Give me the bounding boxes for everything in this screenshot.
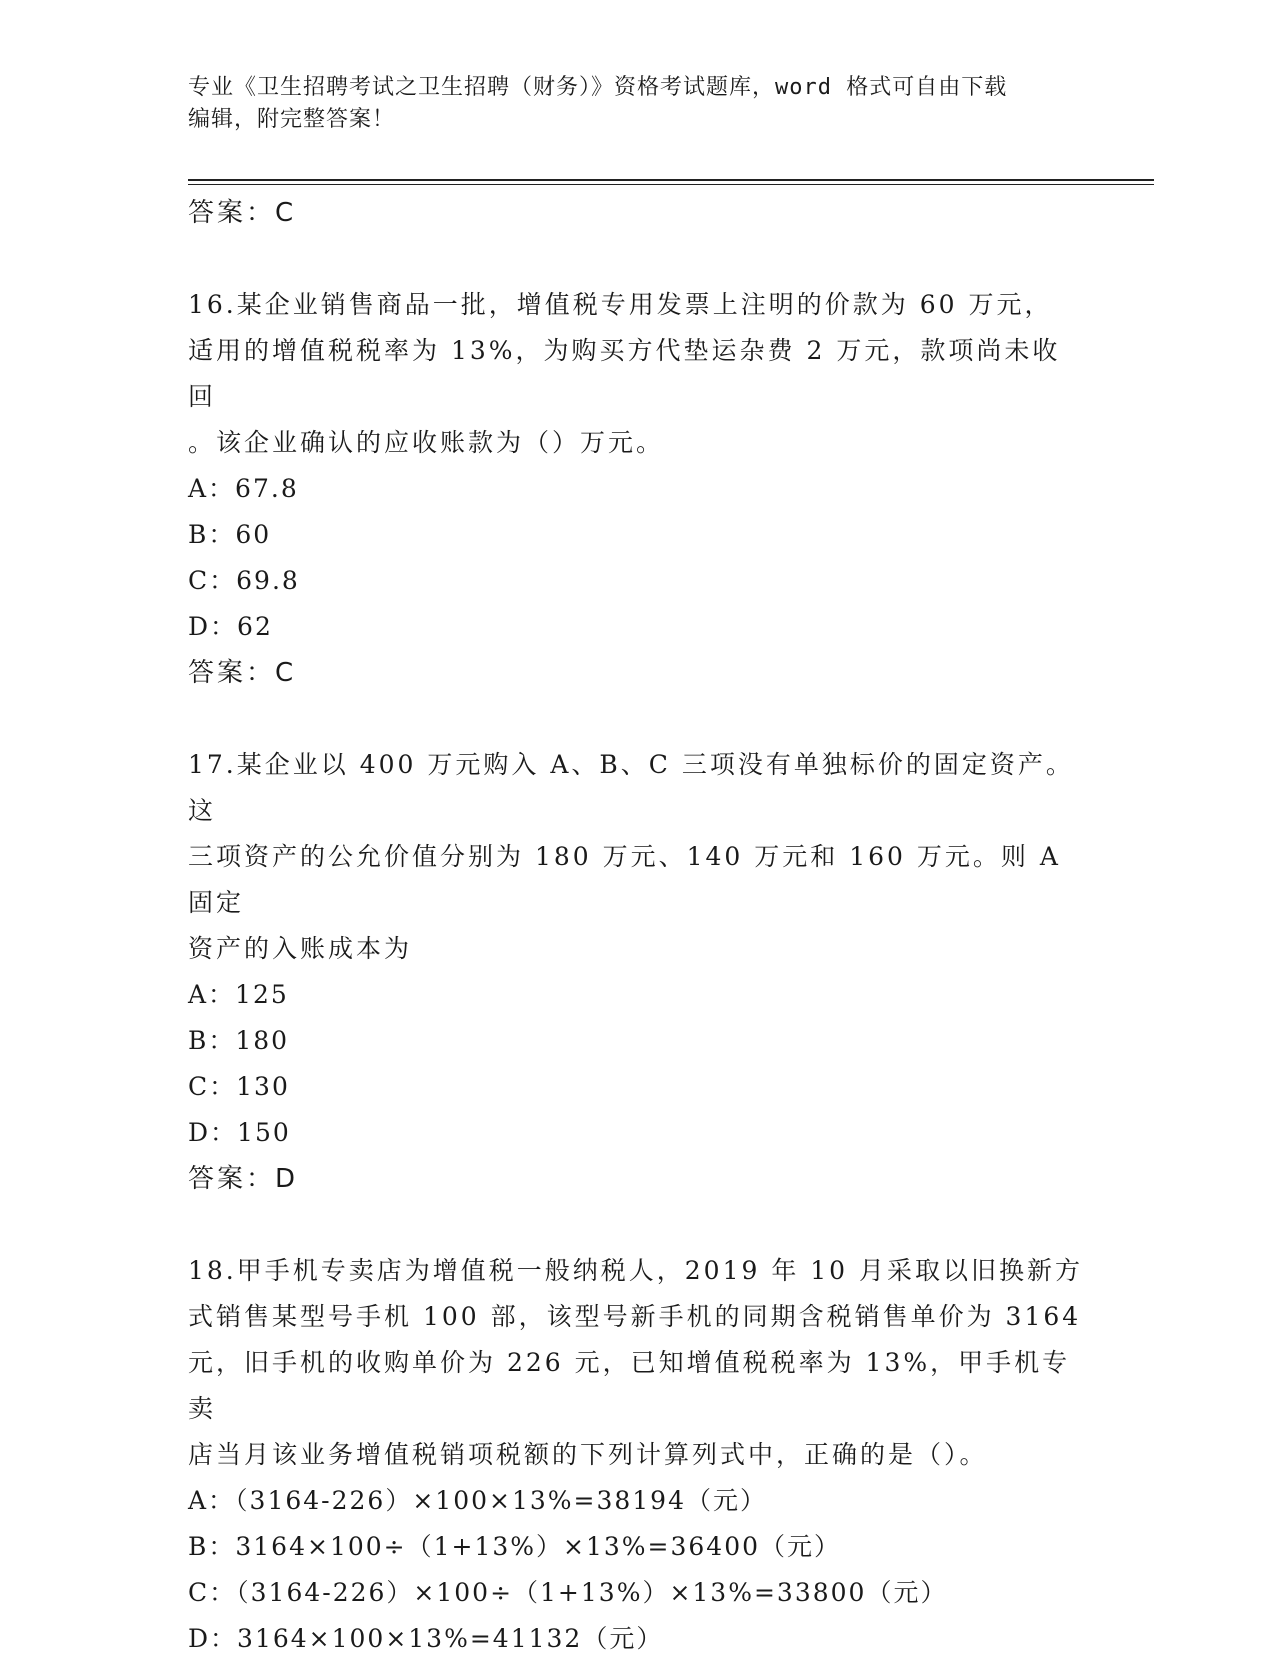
option-b: B：180 [188, 1026, 290, 1055]
header-divider [188, 179, 1154, 185]
question-18 [188, 1248, 1088, 1662]
answer-17: 答案：D [188, 1164, 299, 1194]
option-b: B：60 [188, 520, 272, 549]
answer-16: 答案：C [188, 658, 297, 688]
option-c: C：130 [188, 1072, 290, 1101]
question-text-line: 元，旧手机的收购单价为 226 元，已知增值税税率为 13%，甲手机专卖 [188, 1348, 1071, 1423]
question-text-line: 三项资产的公允价值分别为 180 万元、140 万元和 160 万元。则 A 固定 [188, 842, 1061, 917]
question-text-line: 。该企业确认的应收账款为（）万元。 [188, 428, 665, 457]
question-17 [188, 742, 1088, 1202]
option-a: A：125 [188, 980, 289, 1009]
page-header [188, 72, 1068, 136]
option-a: A：67.8 [188, 474, 299, 503]
header-line-2: 编辑，附完整答案！ [188, 107, 396, 132]
option-c: C：（3164-226）×100÷（1+13%）×13%=33800（元） [188, 1578, 948, 1607]
question-text-line: 店当月该业务增值税销项税额的下列计算列式中，正确的是（）。 [188, 1440, 988, 1469]
option-a: A：（3164-226）×100×13%=38194（元） [188, 1486, 767, 1515]
question-text-line: 16.某企业销售商品一批，增值税专用发票上注明的价款为 60 万元， [188, 290, 1053, 319]
option-d: D：62 [188, 612, 273, 641]
option-c: C：69.8 [188, 566, 300, 595]
question-text-line: 式销售某型号手机 100 部，该型号新手机的同期含税销售单价为 3164 [188, 1302, 1082, 1331]
question-text-line: 资产的入账成本为 [188, 934, 413, 963]
question-text-line: 18.甲手机专卖店为增值税一般纳税人，2019 年 10 月采取以旧换新方 [188, 1256, 1084, 1285]
question-list [188, 190, 1088, 1662]
question-text-line: 适用的增值税税率为 13%，为购买方代垫运杂费 2 万元，款项尚未收回 [188, 336, 1061, 411]
question-text-line: 17.某企业以 400 万元购入 A、B、C 三项没有单独标价的固定资产。这 [188, 750, 1074, 825]
option-d: D：150 [188, 1118, 291, 1147]
option-d: D：3164×100×13%=41132（元） [188, 1624, 664, 1653]
header-line-1: 专业《卫生招聘考试之卫生招聘（财务）》资格考试题库，word 格式可自由下载 [188, 75, 1008, 100]
question-16 [188, 282, 1088, 696]
option-b: B：3164×100÷（1+13%）×13%=36400（元） [188, 1532, 842, 1561]
previous-answer: 答案：C [188, 198, 297, 228]
